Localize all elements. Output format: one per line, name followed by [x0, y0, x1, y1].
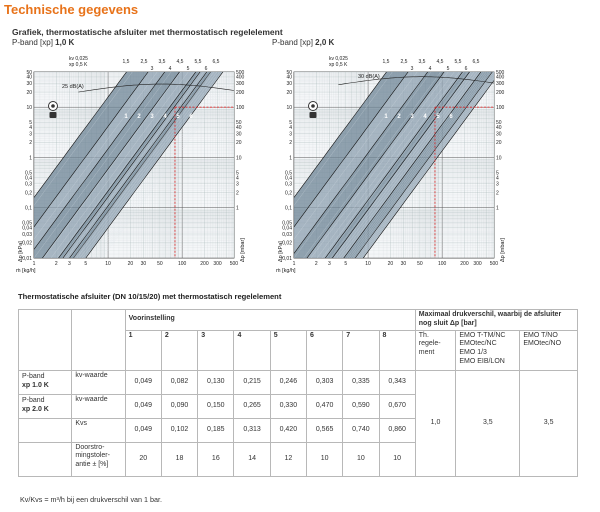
left-tick-label: 3	[29, 131, 32, 138]
curve-number: 1	[124, 114, 128, 120]
left-tick-label: 0,4	[285, 175, 292, 182]
dp-emo-no-value: 3,5	[520, 370, 578, 476]
bottom-tick-label: 500	[229, 261, 239, 267]
bottom-tick-label: 30	[400, 261, 407, 267]
curve-number: 6	[449, 114, 453, 120]
bottom-tick-label: 2	[54, 261, 58, 267]
left-tick-label: 20	[286, 89, 292, 96]
right-tick-label: 2	[496, 190, 499, 197]
bottom-tick-label: 300	[473, 261, 482, 267]
valve-icon	[309, 102, 318, 119]
th-regelelement-header: Th. regele-ment	[415, 330, 456, 370]
right-tick-label: 3	[236, 181, 239, 188]
bottom-tick-label: 100	[437, 261, 447, 267]
curve-number: 3	[150, 114, 154, 120]
header-row-1	[19, 310, 578, 331]
setting-2: 2	[161, 330, 197, 370]
bottom-tick-label: 3	[327, 261, 331, 267]
bottom-tick-label: 200	[460, 261, 469, 267]
row-kvs-type: Kvs	[72, 418, 125, 442]
left-tick-label: 3	[289, 131, 292, 138]
bottom-tick-label: 1	[292, 261, 296, 267]
bottom-axis-ticks	[33, 261, 239, 267]
left-tick-label: 5	[289, 120, 292, 127]
db-label: 25 dB(A)	[62, 84, 84, 90]
curve-number: 5	[176, 114, 180, 120]
left-tick-label: 0,01	[22, 255, 32, 262]
right-tick-label: 20	[496, 140, 502, 147]
left-tick-label: 0,05	[282, 220, 292, 227]
right-tick-label: 1	[496, 205, 499, 212]
left-tick-label: 10	[26, 104, 32, 111]
right-tick-label: 100	[496, 104, 505, 111]
row4-value-6: 10	[306, 442, 342, 476]
left-tick-label: 5	[29, 120, 32, 127]
left-tick-label: 0,05	[22, 220, 32, 227]
bottom-axis-ticks	[293, 261, 499, 267]
row-pband-1-label-line1: P-band	[22, 373, 45, 381]
bottom-tick-label: 500	[489, 261, 499, 267]
row-pband-1-type: kv-waarde	[72, 370, 125, 394]
curve-number: 4	[163, 114, 167, 120]
bottom-tick-label: 50	[417, 261, 423, 267]
row-pband-1-label-line2	[22, 382, 68, 391]
setting-7: 7	[343, 330, 379, 370]
left-tick-label: 30	[286, 81, 292, 88]
top-tick-label-2: 3	[410, 66, 414, 72]
top-tick-label-2: 5	[446, 66, 450, 72]
top-tick-label: 6,5	[472, 59, 480, 65]
row2-value-1: 0,049	[125, 394, 161, 418]
right-tick-label: 200	[496, 89, 505, 96]
bottom-tick-label: 20	[387, 261, 394, 267]
kv-label-1: kv 0,025	[69, 56, 88, 62]
row2-value-5: 0,330	[270, 394, 306, 418]
left-tick-label: 40	[26, 74, 32, 81]
left-tick-label: 0,5	[25, 170, 32, 177]
valve-icon	[49, 102, 58, 119]
left-tick-label: 50	[26, 69, 32, 76]
top-tick-label: 5,5	[194, 59, 202, 65]
row3-value-8: 0,860	[379, 418, 415, 442]
pband-label-2	[272, 38, 334, 47]
right-tick-label: 20	[236, 140, 242, 147]
left-tick-label: 0,2	[25, 190, 32, 197]
row3-value-7: 0,740	[343, 418, 379, 442]
bottom-tick-label: 50	[157, 261, 163, 267]
right-tick-label: 400	[236, 74, 245, 81]
row2-value-7: 0,590	[343, 394, 379, 418]
left-tick-label: 4	[29, 124, 32, 131]
row-tol-empty	[19, 442, 72, 476]
right-tick-label: 300	[236, 81, 245, 88]
dp-emo-nc-value: 3,5	[456, 370, 520, 476]
dp-th-value: 1,0	[415, 370, 456, 476]
bottom-tick-label: 3	[67, 261, 71, 267]
row3-value-4: 0,313	[234, 418, 270, 442]
row-pband-1-xp: xp 1.0 K	[22, 382, 49, 389]
left-unit-label: Δp [kPa]	[278, 241, 284, 262]
empty-corner-2	[72, 310, 125, 371]
right-tick-label: 1	[236, 205, 239, 212]
row1-value-2: 0,082	[161, 370, 197, 394]
bottom-tick-label: 2	[314, 261, 318, 267]
left-tick-label: 4	[289, 124, 292, 131]
bottom-tick-label: 30	[140, 261, 147, 267]
setting-8: 8	[379, 330, 415, 370]
table-title: Thermostatische afsluiter (DN 10/15/20) met thermostatisch regelelement	[18, 292, 282, 301]
pressure-chart-svg-2	[266, 50, 506, 282]
bottom-tick-label: 5	[344, 261, 348, 267]
top-tick-label-2: 6	[204, 66, 208, 72]
right-tick-label: 50	[236, 120, 242, 127]
top-tick-label-2: 4	[428, 66, 432, 72]
left-tick-label: 30	[26, 81, 32, 88]
left-axis-ticks	[22, 70, 32, 262]
setting-3: 3	[198, 330, 234, 370]
top-tick-label: 2,5	[400, 59, 408, 65]
emo-nc-line-3: EMO 1/3	[459, 349, 487, 356]
left-tick-label: 1	[29, 155, 32, 162]
chart-subtitle: Grafiek, thermostatische afsluiter met thermostatisch regelelement	[12, 27, 283, 37]
row1-value-6: 0,303	[306, 370, 342, 394]
row-pband-1-label	[19, 370, 72, 394]
right-tick-label: 30	[496, 131, 502, 138]
row1-value-4: 0,215	[234, 370, 270, 394]
left-tick-label: 0,3	[285, 181, 292, 188]
left-tick-label: 0,5	[285, 170, 292, 177]
curve-number: 5	[436, 114, 440, 120]
top-axis-ticks	[123, 59, 220, 72]
right-tick-label: 10	[496, 155, 502, 162]
setting-6: 6	[306, 330, 342, 370]
right-tick-label: 500	[236, 69, 245, 76]
right-tick-label: 5	[236, 170, 239, 177]
pband-label-text-1: P-band [xp]	[12, 38, 56, 47]
right-tick-label: 100	[236, 104, 245, 111]
bottom-tick-label: 300	[213, 261, 222, 267]
footnote: Kv/Kvs = m³/h bij een drukverschil van 1 bar.	[20, 495, 163, 504]
row3-value-6: 0,565	[306, 418, 342, 442]
row1-value-7: 0,335	[343, 370, 379, 394]
emo-nc-line-1: EMO T-TM/NC	[459, 331, 506, 339]
left-tick-label: 0,02	[22, 240, 32, 247]
left-tick-label: 1	[289, 155, 292, 162]
top-tick-label: 2,5	[140, 59, 148, 65]
left-tick-label: 0,1	[285, 205, 292, 212]
setting-5: 5	[270, 330, 306, 370]
row3-value-3: 0,185	[198, 418, 234, 442]
row-pband-2-type: kv-waarde	[72, 394, 125, 418]
bottom-tick-label: 100	[177, 261, 187, 267]
row3-value-1: 0,049	[125, 418, 161, 442]
top-tick-label-2: 3	[150, 66, 154, 72]
pressure-chart-1	[6, 50, 246, 282]
row4-value-1: 20	[125, 442, 161, 476]
row-tol-type: Doorstro-mingstoler-antie ± [%]	[72, 442, 125, 476]
top-tick-label-2: 4	[168, 66, 172, 72]
emo-nc-line-4: EMO EIB/LON	[459, 357, 505, 365]
row3-value-5: 0,420	[270, 418, 306, 442]
left-axis-ticks	[282, 70, 292, 262]
left-tick-label: 0,4	[25, 175, 32, 182]
bottom-tick-label: 20	[127, 261, 134, 267]
emo-no-header	[520, 330, 578, 370]
right-unit-label: Δp [mbar]	[240, 238, 246, 262]
pressure-chart-svg-1	[6, 50, 246, 282]
left-tick-label: 0,2	[285, 190, 292, 197]
row-pband-2-label-line2	[22, 406, 68, 415]
row4-value-7: 10	[343, 442, 379, 476]
right-tick-label: 3	[496, 181, 499, 188]
row-pband-2-label-line1: P-band	[22, 397, 45, 405]
left-tick-label: 40	[286, 74, 292, 81]
left-tick-label: 20	[26, 89, 32, 96]
top-tick-label: 5,5	[454, 59, 462, 65]
row1-value-8: 0,343	[379, 370, 415, 394]
row4-value-3: 16	[198, 442, 234, 476]
kv-label-2: xp 0,5 K	[69, 62, 88, 68]
curve-number: 4	[423, 114, 427, 120]
setting-1: 1	[125, 330, 161, 370]
left-tick-label: 0,02	[282, 240, 292, 247]
top-tick-label: 3,5	[418, 59, 426, 65]
top-tick-label: 6,5	[212, 59, 220, 65]
curve-number: 2	[137, 114, 141, 120]
left-tick-label: 0,1	[25, 205, 32, 212]
row2-value-8: 0,670	[379, 394, 415, 418]
table-row-pband-1	[19, 370, 578, 394]
kv-values-table	[18, 309, 578, 477]
emo-no-line-2: EMOtec/NO	[523, 340, 562, 348]
right-tick-label: 400	[496, 74, 505, 81]
right-tick-label: 200	[236, 89, 245, 96]
top-tick-label: 1,5	[122, 59, 130, 65]
left-tick-label: 50	[286, 69, 292, 76]
curve-number: 1	[384, 114, 388, 120]
kv-label-2: xp 0,5 K	[329, 62, 348, 68]
right-tick-label: 50	[496, 120, 502, 127]
right-tick-label: 30	[236, 131, 242, 138]
bottom-tick-label: 1	[32, 261, 36, 267]
row4-value-8: 10	[379, 442, 415, 476]
bottom-tick-label: 5	[84, 261, 88, 267]
left-tick-label: 0,04	[22, 225, 32, 232]
top-tick-label-2: 6	[464, 66, 468, 72]
left-tick-label: 0,03	[282, 231, 292, 238]
left-tick-label: 2	[289, 140, 292, 147]
right-tick-label: 4	[236, 175, 239, 182]
row-kvs-empty	[19, 418, 72, 442]
empty-corner-1	[19, 310, 72, 371]
emo-nc-line-2: EMOtec/NC	[459, 340, 497, 348]
left-tick-label: 0,01	[282, 255, 292, 262]
right-tick-label: 4	[496, 175, 499, 182]
pressure-chart-2	[266, 50, 506, 282]
right-tick-label: 40	[236, 124, 242, 131]
top-tick-label: 4,5	[436, 59, 444, 65]
row4-value-5: 12	[270, 442, 306, 476]
right-axis-ticks	[236, 70, 245, 212]
left-tick-label: 0,04	[282, 225, 292, 232]
right-tick-label: 2	[236, 190, 239, 197]
row2-value-2: 0,090	[161, 394, 197, 418]
top-tick-label-2: 5	[186, 66, 190, 72]
row3-value-2: 0,102	[161, 418, 197, 442]
top-tick-label: 3,5	[158, 59, 166, 65]
left-tick-label: 2	[29, 140, 32, 147]
curve-number: 3	[410, 114, 414, 120]
pband-label-1	[12, 38, 74, 47]
bottom-tick-label: 10	[365, 261, 371, 267]
row1-value-1: 0,049	[125, 370, 161, 394]
row-pband-2-label	[19, 394, 72, 418]
right-tick-label: 500	[496, 69, 505, 76]
top-tick-label: 4,5	[176, 59, 184, 65]
flow-unit-label: ṁ [kg/h]	[16, 268, 36, 274]
setting-4: 4	[234, 330, 270, 370]
left-unit-label: Δp [kPa]	[18, 241, 24, 262]
pband-value-1: 1,0 K	[55, 38, 75, 47]
row2-value-3: 0,150	[198, 394, 234, 418]
row2-value-4: 0,265	[234, 394, 270, 418]
flow-unit-label: ṁ [kg/h]	[276, 268, 296, 274]
right-tick-label: 300	[496, 81, 505, 88]
curve-number: 6	[189, 114, 193, 120]
max-dp-header: Maximaal drukverschil, waarbij de afsluiter nog sluit Δp [bar]	[415, 310, 577, 331]
db-label: 30 dB(A)	[358, 74, 380, 80]
row1-value-5: 0,246	[270, 370, 306, 394]
emo-no-line-1: EMO T/NO	[523, 331, 558, 339]
row2-value-6: 0,470	[306, 394, 342, 418]
top-tick-label: 1,5	[382, 59, 390, 65]
emo-nc-header	[456, 330, 520, 370]
pband-value-2: 2,0 K	[315, 38, 335, 47]
right-axis-ticks	[496, 70, 505, 212]
row-pband-2-xp: xp 2.0 K	[22, 406, 49, 413]
left-tick-label: 10	[286, 104, 292, 111]
page-heading: Technische gegevens	[4, 2, 139, 17]
curve-number: 2	[397, 114, 401, 120]
pband-label-text-2: P-band [xp]	[272, 38, 316, 47]
kv-label-1: kv 0,025	[329, 56, 348, 62]
top-axis-ticks	[383, 59, 480, 72]
left-tick-label: 0,03	[22, 231, 32, 238]
left-tick-label: 0,3	[25, 181, 32, 188]
right-tick-label: 10	[236, 155, 242, 162]
row4-value-4: 14	[234, 442, 270, 476]
row4-value-2: 18	[161, 442, 197, 476]
right-tick-label: 40	[496, 124, 502, 131]
bottom-tick-label: 200	[200, 261, 209, 267]
bottom-tick-label: 10	[105, 261, 111, 267]
right-unit-label: Δp [mbar]	[500, 238, 506, 262]
right-tick-label: 5	[496, 170, 499, 177]
row1-value-3: 0,130	[198, 370, 234, 394]
voorinstelling-header: Voorinstelling	[125, 310, 415, 331]
